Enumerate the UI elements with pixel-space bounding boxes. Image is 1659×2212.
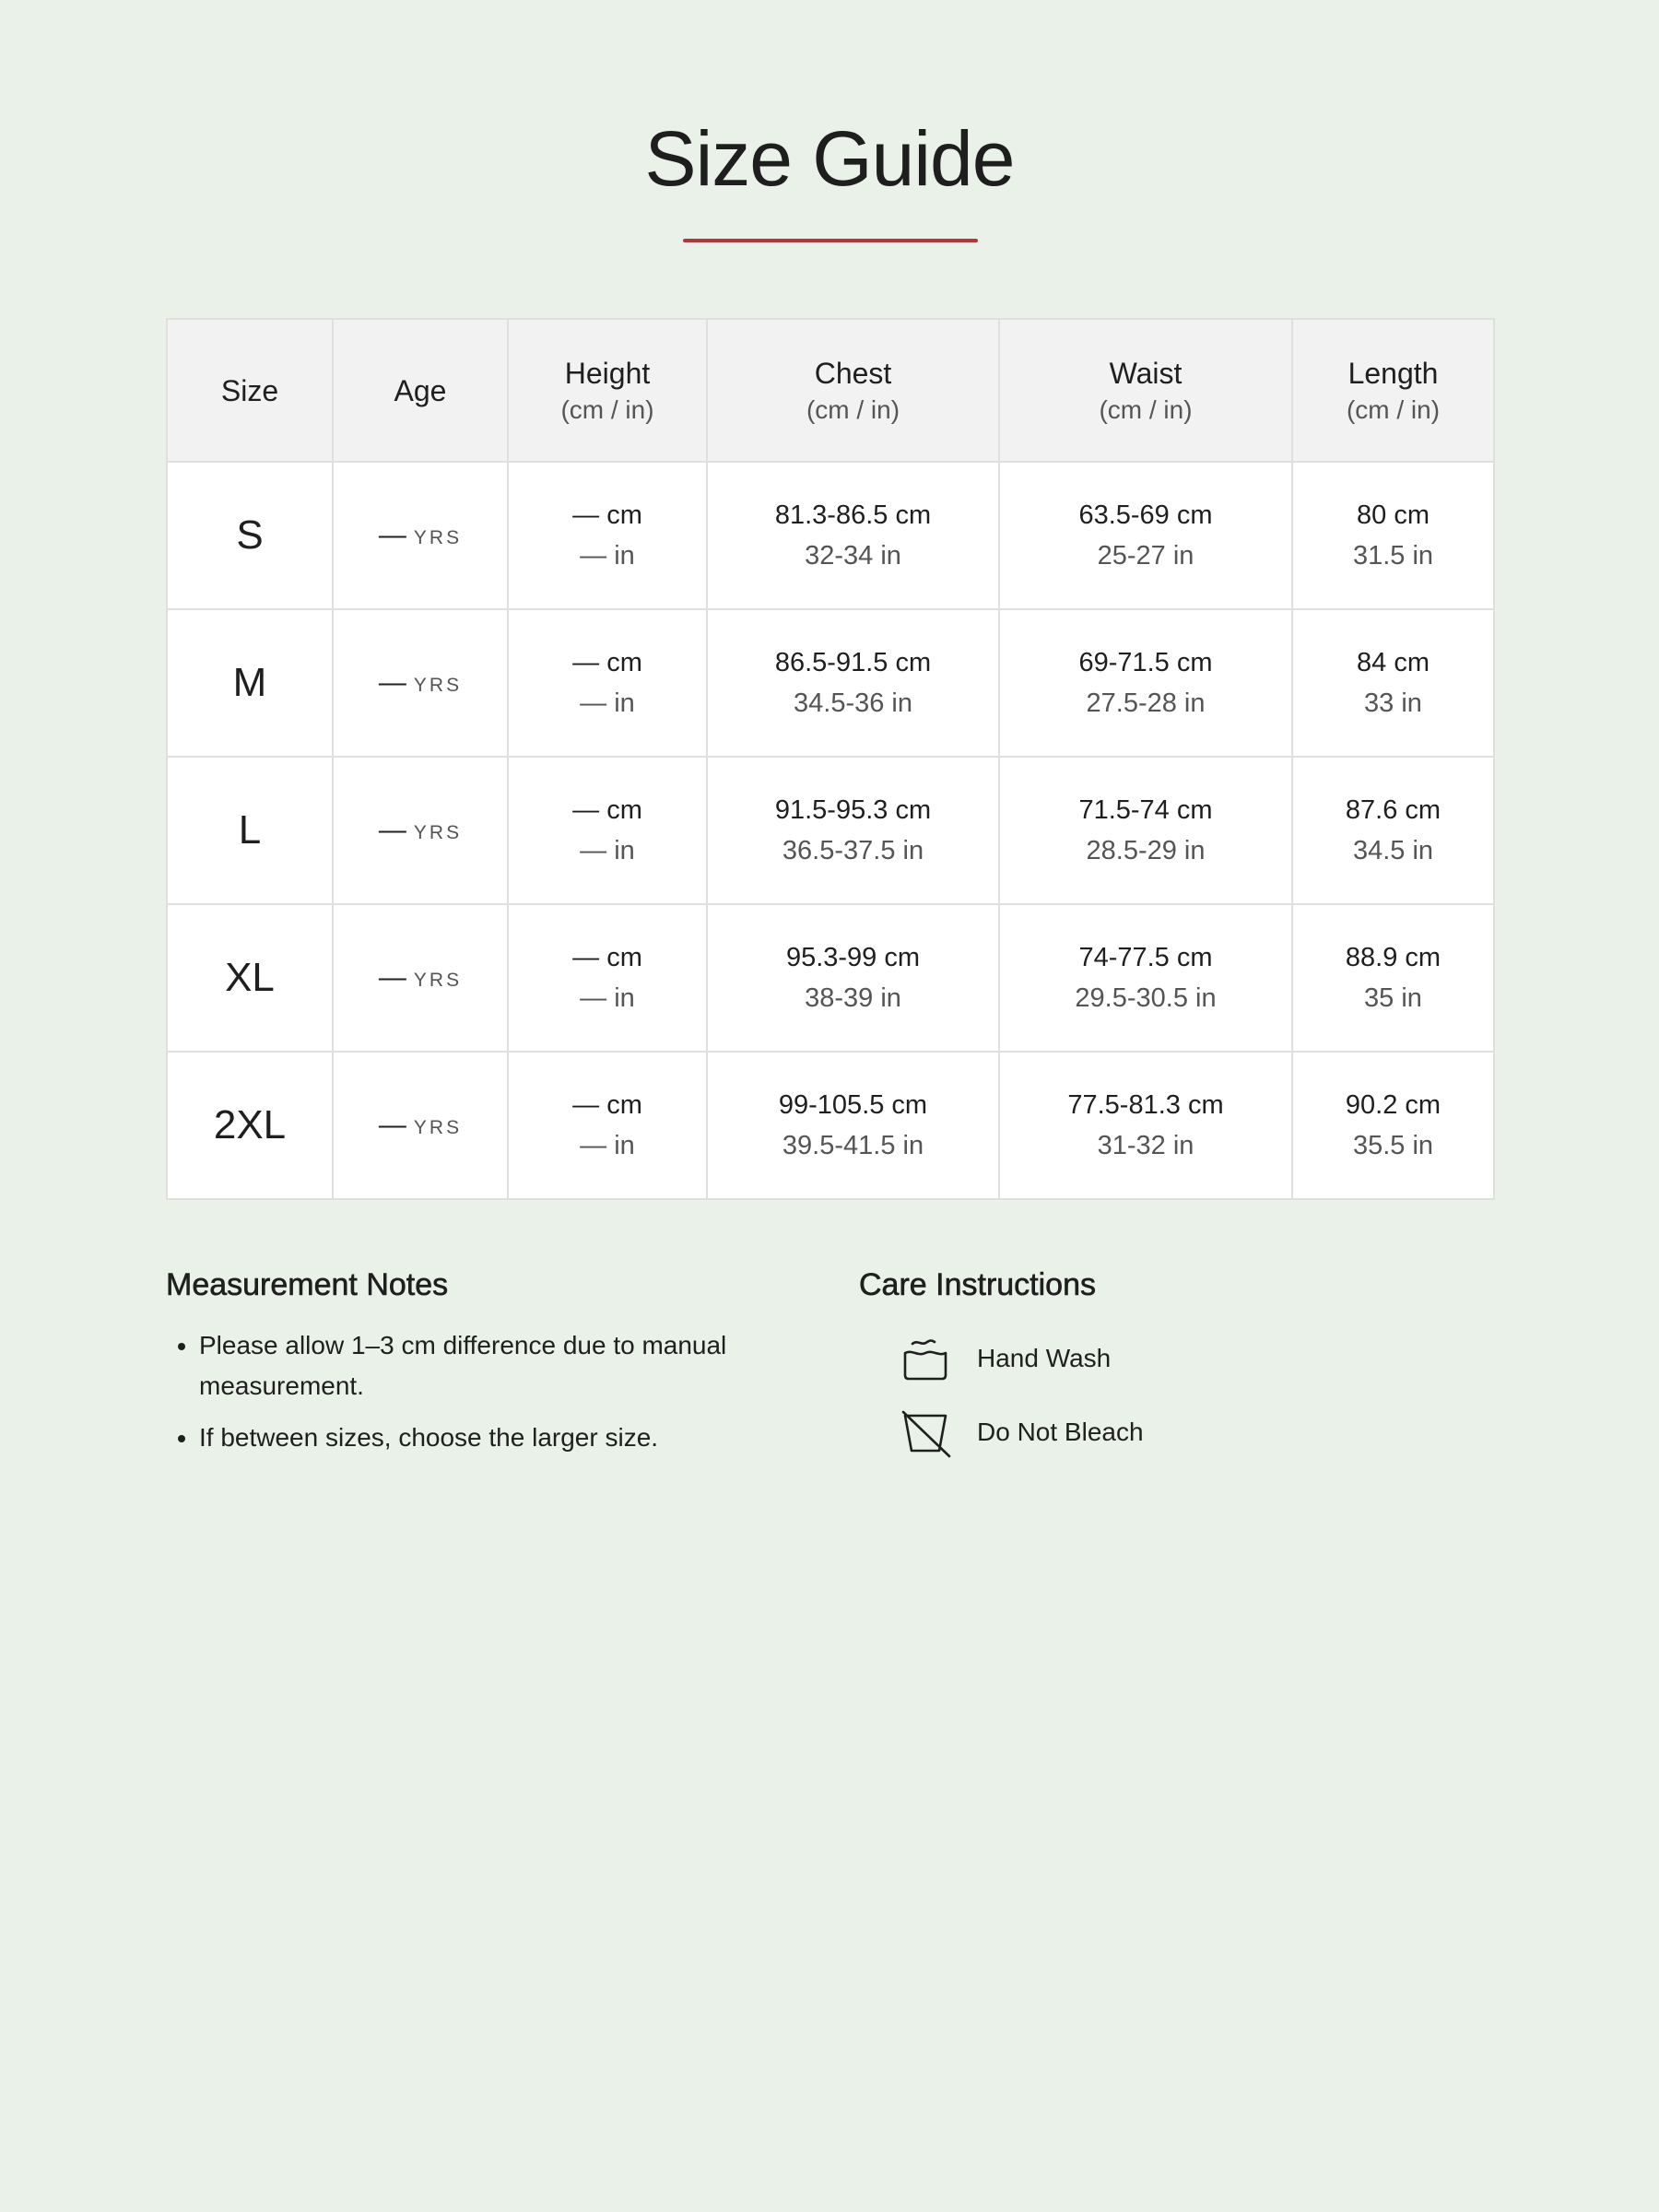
table-row: [167, 757, 1494, 904]
care-label: Hand Wash: [977, 1344, 1112, 1372]
height-cm: — cm: [572, 795, 642, 825]
care-list: [859, 1322, 1493, 1469]
chest-cm: 81.3-86.5 cm: [774, 500, 932, 530]
waist-cm: 63.5-69 cm: [1078, 500, 1213, 530]
waist-in: 29.5-30.5 in: [1075, 983, 1217, 1013]
waist-cm: 69-71.5 cm: [1078, 648, 1213, 677]
header-label: Waist: [1109, 356, 1182, 390]
measurement-notes-title: Measurement Notes: [166, 1267, 449, 1302]
care-label: Do Not Bleach: [977, 1418, 1144, 1446]
height-in: — in: [580, 1131, 635, 1160]
header-unit: (cm / in): [806, 394, 900, 424]
height-cell: [508, 757, 707, 904]
table-row: [167, 904, 1494, 1052]
care-item-hand-wash: [900, 1322, 1493, 1395]
chest-cell: [707, 462, 999, 609]
age-cell: [333, 1052, 508, 1199]
table-row: [167, 1052, 1494, 1199]
size-value: L: [238, 807, 262, 853]
length-in: 35 in: [1364, 983, 1422, 1013]
age-value: —: [378, 962, 406, 993]
header-size: [167, 319, 333, 462]
chest-in: 32-34 in: [805, 541, 901, 571]
length-cell: [1292, 462, 1494, 609]
title-underline: [683, 239, 978, 242]
waist-in: 31-32 in: [1097, 1131, 1194, 1160]
age-cell: [333, 757, 508, 904]
age-cell: [333, 904, 508, 1052]
page-title: Size Guide: [644, 115, 1015, 202]
header-label: Age: [394, 373, 447, 407]
chest-cell: [707, 609, 999, 757]
chest-in: 36.5-37.5 in: [782, 836, 924, 865]
list-item: • If between sizes, choose the larger size.: [199, 1418, 830, 1458]
chest-in: 38-39 in: [805, 983, 901, 1013]
header-label: Height: [564, 356, 651, 390]
height-cm: — cm: [572, 943, 642, 972]
length-cell: [1292, 609, 1494, 757]
age-cell: [333, 609, 508, 757]
age-unit: YRS: [413, 1117, 463, 1138]
length-cm: 87.6 cm: [1345, 795, 1441, 825]
waist-in: 25-27 in: [1097, 541, 1194, 571]
age-unit: YRS: [413, 822, 463, 843]
header-age: [333, 319, 508, 462]
header-chest: [707, 319, 999, 462]
list-item: • Please allow 1–3 cm difference due to manual measurement.: [199, 1325, 830, 1406]
chest-cm: 99-105.5 cm: [778, 1090, 928, 1120]
header-unit: (cm / in): [1346, 394, 1441, 424]
length-in: 34.5 in: [1352, 836, 1434, 865]
size-cell: [167, 609, 333, 757]
age-value: —: [378, 1110, 406, 1140]
length-cm: 80 cm: [1357, 500, 1430, 530]
table-row: [167, 609, 1494, 757]
header-length: [1292, 319, 1494, 462]
age-cell: [333, 462, 508, 609]
length-cell: [1292, 904, 1494, 1052]
size-cell: [167, 1052, 333, 1199]
care-instructions-title: Care Instructions: [859, 1267, 1096, 1302]
height-in: — in: [580, 541, 635, 571]
chest-cell: [707, 904, 999, 1052]
length-cm: 88.9 cm: [1345, 943, 1441, 972]
header-unit: (cm / in): [1099, 394, 1193, 424]
length-in: 33 in: [1364, 688, 1422, 718]
header-unit: (cm / in): [560, 394, 654, 424]
header-label: Size: [220, 373, 279, 407]
waist-cm: 74-77.5 cm: [1078, 943, 1213, 972]
height-cm: — cm: [572, 500, 642, 530]
height-cm: — cm: [572, 1090, 642, 1120]
height-in: — in: [580, 983, 635, 1013]
height-cm: — cm: [572, 648, 642, 677]
length-in: 35.5 in: [1352, 1131, 1434, 1160]
chest-in: 39.5-41.5 in: [782, 1131, 924, 1160]
size-cell: [167, 462, 333, 609]
header-label: Chest: [814, 356, 892, 390]
care-item-do-not-bleach: [900, 1395, 1493, 1469]
waist-cm: 77.5-81.3 cm: [1067, 1090, 1224, 1120]
length-cell: [1292, 1052, 1494, 1199]
chest-cm: 86.5-91.5 cm: [774, 648, 932, 677]
age-unit: YRS: [413, 970, 463, 991]
age-value: —: [378, 815, 406, 845]
header-height: [508, 319, 707, 462]
chest-cm: 95.3-99 cm: [785, 943, 921, 972]
waist-cell: [999, 757, 1292, 904]
header-waist: [999, 319, 1292, 462]
size-value: 2XL: [213, 1102, 287, 1147]
length-cell: [1292, 757, 1494, 904]
chest-cm: 91.5-95.3 cm: [774, 795, 932, 825]
table-header-row: [167, 319, 1494, 462]
size-cell: [167, 757, 333, 904]
size-cell: [167, 904, 333, 1052]
size-value: S: [236, 512, 264, 558]
size-value: XL: [225, 955, 275, 1000]
waist-cm: 71.5-74 cm: [1078, 795, 1213, 825]
waist-cell: [999, 462, 1292, 609]
length-in: 31.5 in: [1352, 541, 1434, 571]
measurement-notes-list: [166, 1325, 830, 1458]
length-cm: 84 cm: [1357, 648, 1430, 677]
do-not-bleach-icon: [900, 1406, 951, 1458]
care-instructions: [859, 1263, 1493, 1469]
height-cell: [508, 609, 707, 757]
age-value: —: [378, 667, 406, 698]
height-in: — in: [580, 688, 635, 718]
height-cell: [508, 904, 707, 1052]
waist-cell: [999, 904, 1292, 1052]
height-cell: [508, 1052, 707, 1199]
waist-in: 27.5-28 in: [1086, 688, 1206, 718]
chest-cell: [707, 1052, 999, 1199]
age-value: —: [378, 520, 406, 550]
size-table: [166, 318, 1495, 1200]
length-cm: 90.2 cm: [1345, 1090, 1441, 1120]
height-cell: [508, 462, 707, 609]
waist-cell: [999, 1052, 1292, 1199]
age-unit: YRS: [413, 527, 463, 548]
header-label: Length: [1347, 356, 1439, 390]
chest-cell: [707, 757, 999, 904]
waist-cell: [999, 609, 1292, 757]
measurement-notes: [166, 1263, 830, 1469]
hand-wash-icon: [900, 1333, 951, 1384]
table-row: [167, 462, 1494, 609]
chest-in: 34.5-36 in: [794, 688, 912, 718]
waist-in: 28.5-29 in: [1086, 836, 1206, 865]
age-unit: YRS: [413, 675, 463, 696]
height-in: — in: [580, 836, 635, 865]
size-value: M: [232, 660, 267, 705]
